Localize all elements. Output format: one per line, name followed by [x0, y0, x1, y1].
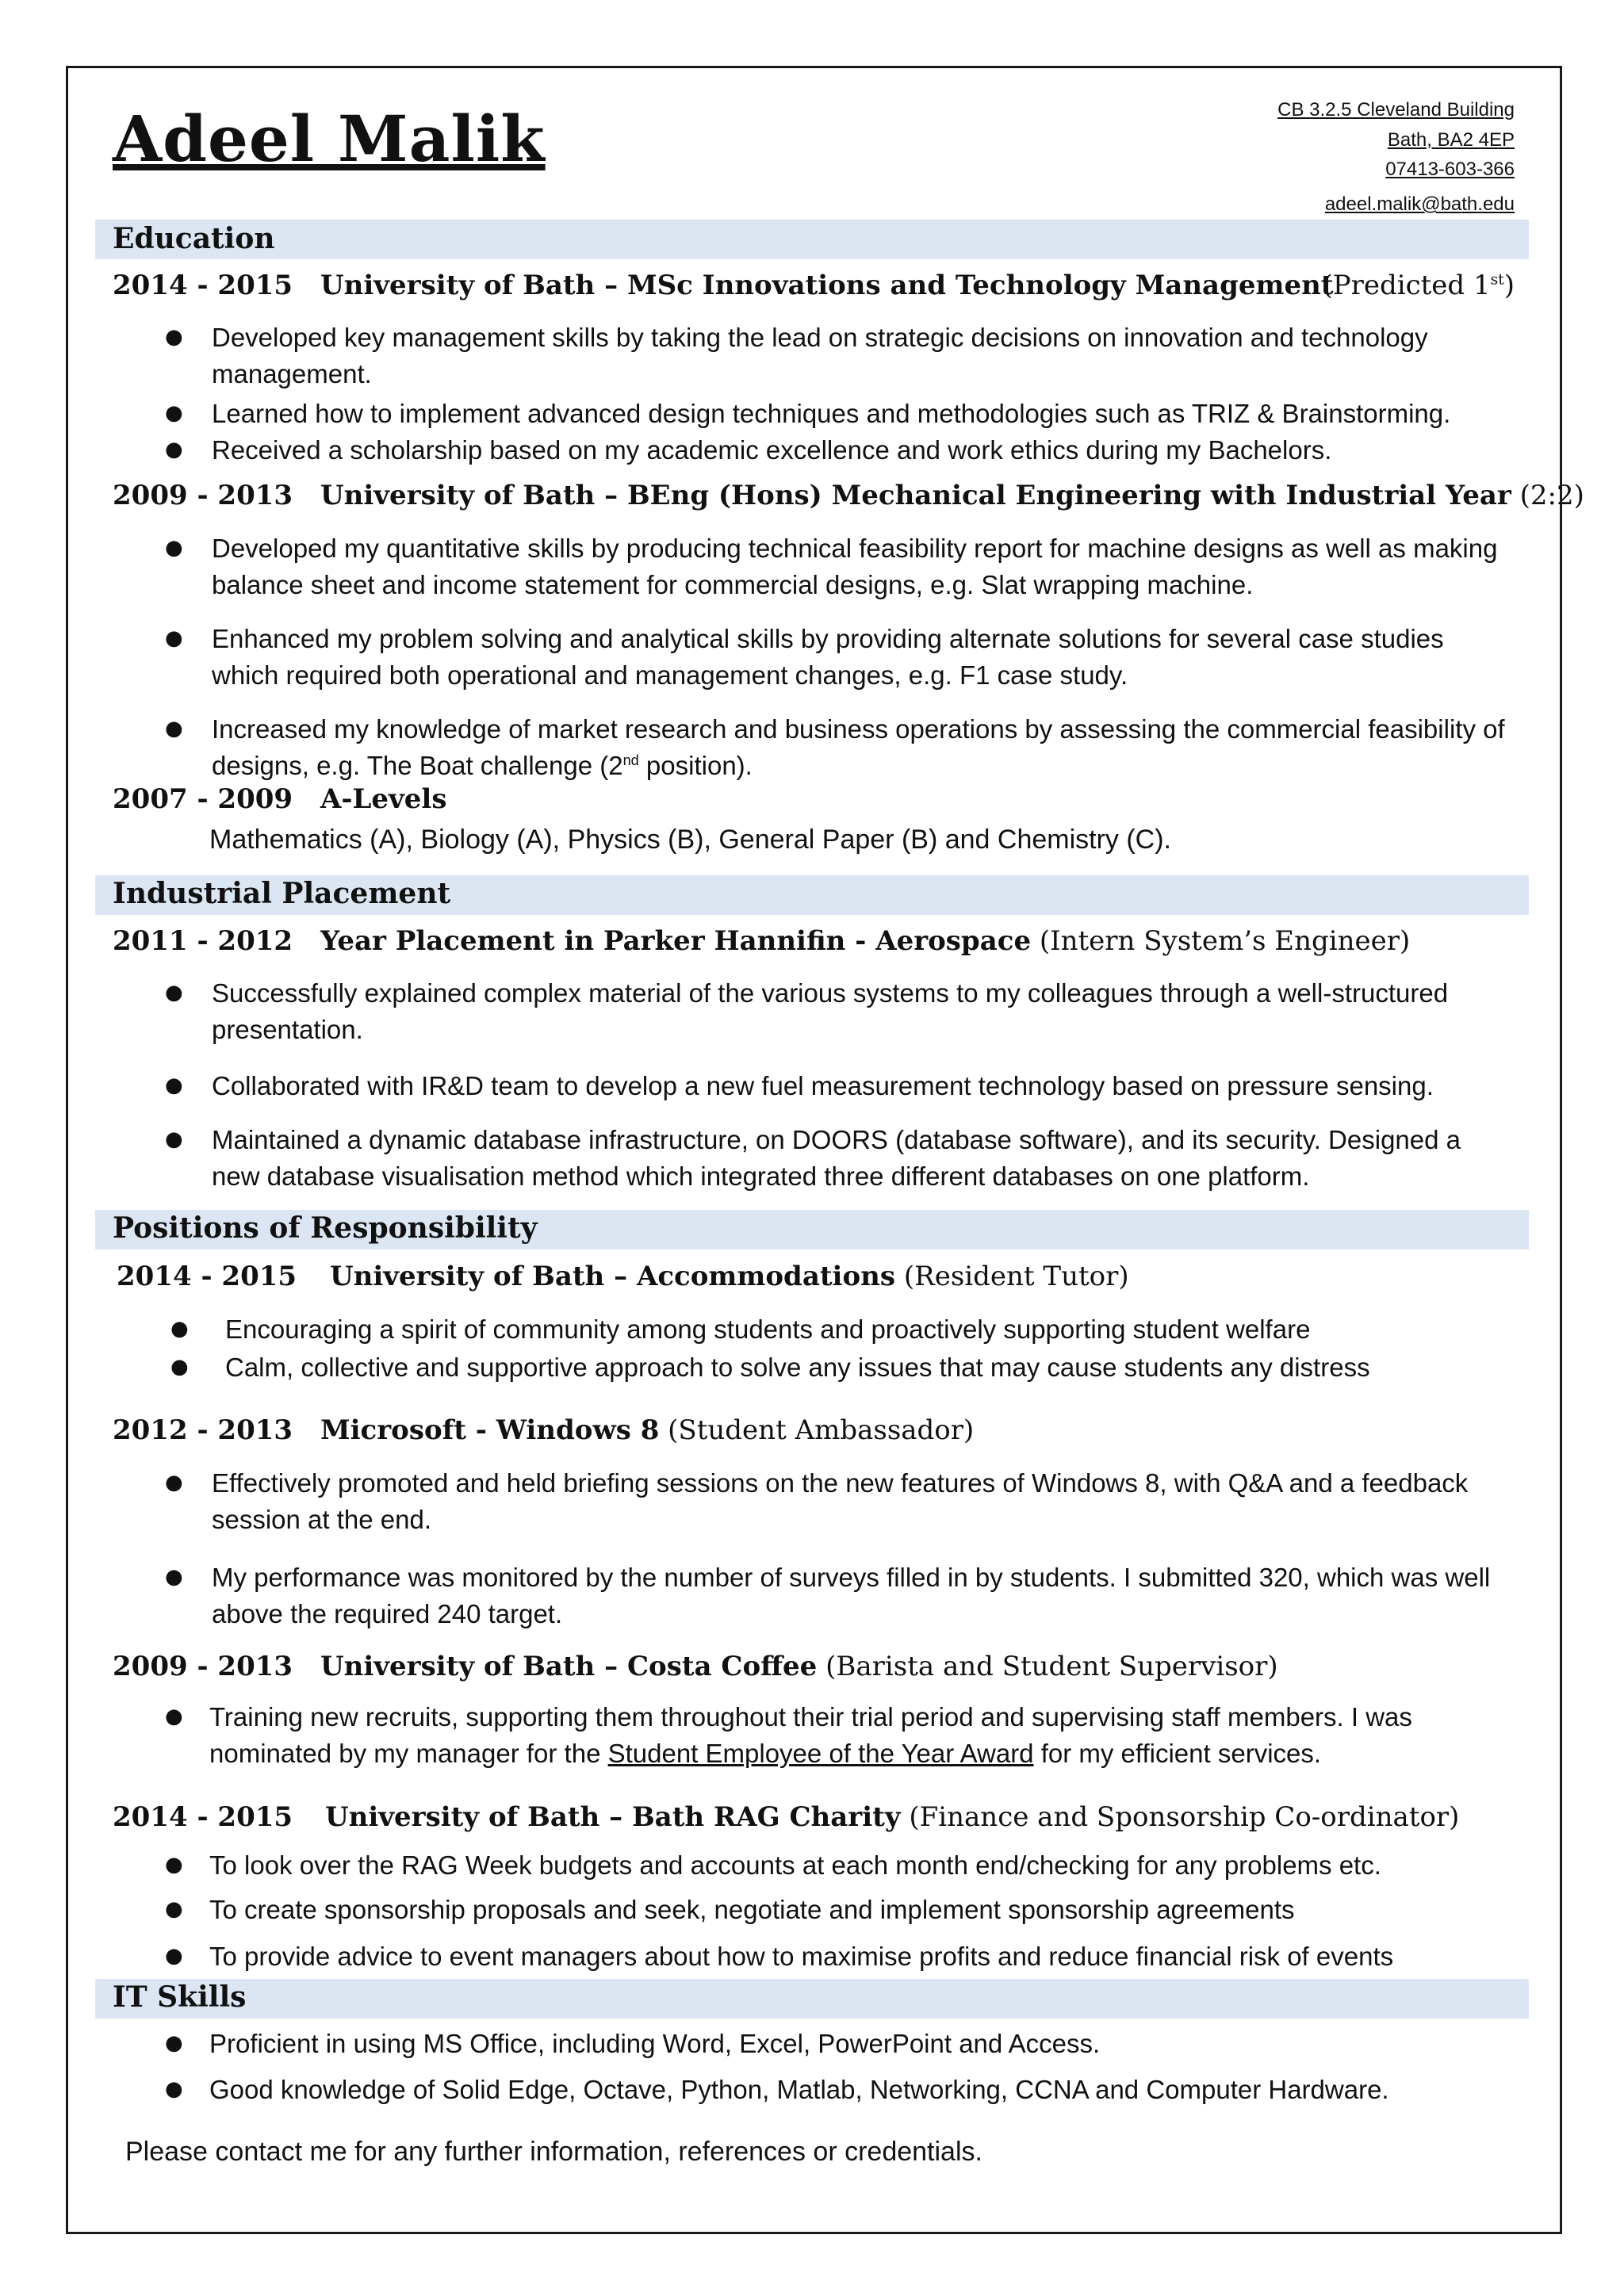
- bullet-text: Maintained a dynamic database infrastructure, on DOORS (database software), and its security. Designed a new database visualisation method which integrated three different databases on one platform.: [212, 1125, 1461, 1191]
- entry-grade: (Predicted 1st): [1322, 270, 1515, 301]
- entry-title: Year Placement in Parker Hannifin - Aerospace (Intern System’s Engineer): [320, 925, 1411, 957]
- entry-title: University of Bath – Bath RAG Charity (Finance and Sponsorship Co-ordinator): [325, 1801, 1460, 1833]
- bullet-text: Training new recruits, supporting them throughout their trial period and supervising staff members. I was nominated by my manager for the Student Employee of the Year Award for my efficient services.: [209, 1702, 1412, 1768]
- bullet-icon: ●: [165, 981, 183, 1004]
- address-line-2: Bath, BA2 4EP: [1387, 129, 1515, 151]
- bullet-icon: ●: [165, 1944, 183, 1968]
- bullet-icon: ●: [165, 717, 183, 740]
- bullet-text: Effectively promoted and held briefing sessions on the new features of Windows 8, with Q&A and a feedback session at the end.: [212, 1468, 1469, 1534]
- bullet-text: To look over the RAG Week budgets and accounts at each month end/checking for any problems etc.: [209, 1850, 1381, 1880]
- bullet-icon: ●: [165, 626, 183, 650]
- bullet-text: Developed key management skills by taking the lead on strategic decisions on innovation and technology management.: [212, 323, 1428, 388]
- email-link[interactable]: adeel.malik@bath.edu: [1324, 193, 1515, 215]
- entry-years: 2014 - 2015: [113, 270, 293, 301]
- bullet-text: Calm, collective and supportive approach to solve any issues that may cause students any distress: [225, 1353, 1370, 1382]
- address-line-1: CB 3.2.5 Cleveland Building: [1277, 99, 1515, 121]
- bullet-icon: ●: [165, 1897, 183, 1921]
- bullet-icon: ●: [170, 1355, 189, 1379]
- bullet-text: Learned how to implement advanced design techniques and methodologies such as TRIZ & Brainstorming.: [212, 399, 1451, 428]
- bullet-icon: ●: [165, 325, 183, 349]
- bullet-text: Collaborated with IR&D team to develop a new fuel measurement technology based on pressure sensing.: [212, 1071, 1434, 1100]
- bullet-text: Encouraging a spirit of community among students and proactively supporting student welfare: [225, 1314, 1311, 1344]
- entry-title: Microsoft - Windows 8 (Student Ambassador): [320, 1414, 975, 1446]
- bullet-icon: ●: [165, 2031, 183, 2055]
- entry-years: 2007 - 2009: [113, 783, 293, 815]
- bullet-icon: ●: [170, 1317, 189, 1341]
- entry-years: 2009 - 2013: [113, 480, 293, 511]
- entry-years: 2009 - 2013: [113, 1651, 293, 1682]
- candidate-name: Adeel Malik: [113, 101, 546, 176]
- entry-years: 2012 - 2013: [113, 1414, 293, 1446]
- section-bar-it: [95, 1979, 1529, 2019]
- bullet-text: To provide advice to event managers about how to maximise profits and reduce financial risk of events: [209, 1942, 1394, 1971]
- bullet-text: Received a scholarship based on my academic excellence and work ethics during my Bachelors.: [212, 435, 1332, 465]
- award-link[interactable]: Student Employee of the Year Award: [607, 1739, 1034, 1768]
- section-bar-education: [95, 220, 1529, 259]
- section-title-positions: Positions of Responsibility: [113, 1211, 538, 1245]
- bullet-text: Proficient in using MS Office, including Word, Excel, PowerPoint and Access.: [209, 2029, 1101, 2058]
- section-title-industrial: Industrial Placement: [113, 877, 451, 910]
- section-title-education: Education: [113, 222, 275, 255]
- entry-years: 2011 - 2012: [113, 925, 293, 957]
- bullet-icon: ●: [165, 1705, 183, 1728]
- entry-title: A-Levels: [320, 783, 447, 815]
- entry-title: University of Bath – MSc Innovations and Technology Management: [320, 270, 1334, 301]
- bullet-icon: ●: [165, 1127, 183, 1151]
- entry-years: 2014 - 2015: [113, 1801, 293, 1833]
- bullet-text: My performance was monitored by the number of surveys filled in by students. I submitted 320, which was well above the required 240 target.: [212, 1563, 1491, 1628]
- bullet-text: Developed my quantitative skills by producing technical feasibility report for machine designs as well as making balance sheet and income statement for commercial designs, e.g. Slat wrapping machine.: [212, 534, 1498, 599]
- bullet-icon: ●: [165, 438, 183, 461]
- bullet-icon: ●: [165, 1471, 183, 1494]
- bullet-text: To create sponsorship proposals and seek, negotiate and implement sponsorship agreements: [209, 1895, 1295, 1924]
- bullet-text: Increased my knowledge of market research and business operations by assessing the commercial feasibility of designs, e.g. The Boat challenge (2nd position).: [212, 714, 1505, 780]
- bullet-icon: ●: [165, 1073, 183, 1097]
- entry-years: 2014 - 2015: [117, 1261, 297, 1292]
- entry-title: University of Bath – Costa Coffee (Barista and Student Supervisor): [320, 1651, 1278, 1682]
- bullet-icon: ●: [165, 401, 183, 425]
- closing-statement: Please contact me for any further information, references or credentials.: [125, 2137, 982, 2167]
- entry-title: University of Bath – Accommodations (Resident Tutor): [330, 1261, 1129, 1292]
- entry-title: University of Bath – BEng (Hons) Mechanical Engineering with Industrial Year (2:2): [320, 480, 1584, 511]
- phone-number[interactable]: 07413-603-366: [1385, 159, 1515, 180]
- bullet-icon: ●: [165, 536, 183, 560]
- section-title-it: IT Skills: [113, 1980, 247, 2014]
- bullet-icon: ●: [165, 1853, 183, 1877]
- bullet-text: Enhanced my problem solving and analytical skills by providing alternate solutions for several case studies which required both operational and management changes, e.g. F1 case study.: [212, 624, 1444, 690]
- bullet-icon: ●: [165, 1565, 183, 1589]
- bullet-icon: ●: [165, 2077, 183, 2101]
- bullet-text: Successfully explained complex material of the various systems to my colleagues through a well-structured presentation.: [212, 978, 1449, 1044]
- bullet-text: Good knowledge of Solid Edge, Octave, Python, Matlab, Networking, CCNA and Computer Hardware.: [209, 2075, 1389, 2104]
- alevel-grades: Mathematics (A), Biology (A), Physics (B), General Paper (B) and Chemistry (C).: [209, 825, 1171, 855]
